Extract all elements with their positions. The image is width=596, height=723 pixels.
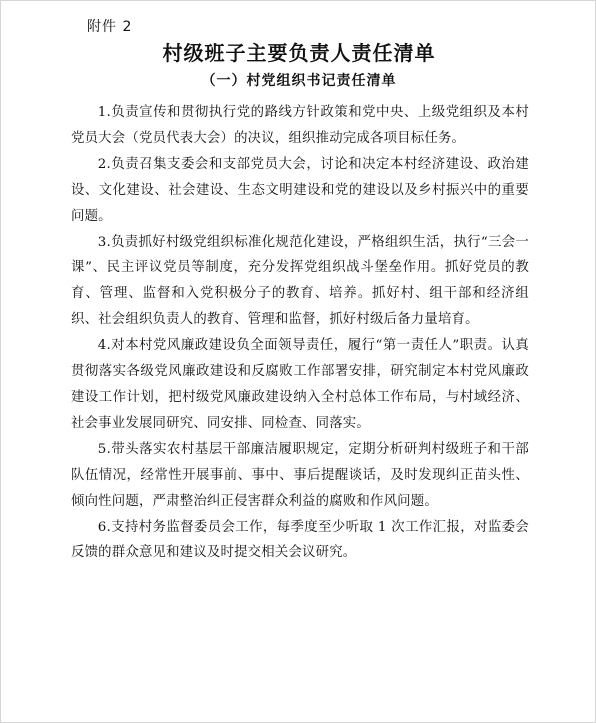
attachment-label: 附件 2 [87, 19, 133, 35]
document-title: 村级班子主要负责人责任清单 [162, 41, 436, 65]
responsibility-item-4: 4.对本村党风廉政建设负全面领导责任，履行“第一责任人”职责。认真贯彻落实各级党风廉政建设和反腐败工作部署安排，研究制定本村党风廉政建设工作计划，把村级党风廉政建设纳入全村总体工作布局，与村域经济、社会事业发展同研究、同安排、同检查、同落实。 [71, 338, 529, 431]
responsibility-item-3: 3.负责抓好村级党组织标准化规范化建设，严格组织生活，执行“三会一课”、民主评议党员等制度，充分发挥党组织战斗堡垒作用。抓好党员的教育、管理、监督和入党积极分子的教育、培养。抓好村、组干部和经济组织、社会组织负责人的教育、管理和监督，抓好村级后备力量培育。 [71, 234, 529, 328]
responsibility-item-1: 1.负责宣传和贯彻执行党的路线方针政策和党中央、上级党组织及本村党员大会（党员代表大会）的决议，组织推动完成各项目标任务。 [71, 105, 529, 146]
responsibility-item-6: 6.支持村务监督委员会工作，每季度至少听取 1 次工作汇报，对监委会反馈的群众意见和建议及时提交相关会议研究。 [71, 519, 529, 561]
responsibility-item-5: 5.带头落实农村基层干部廉洁履职规定，定期分析研判村级班子和干部队伍情况，经常性开展事前、事中、事后提醒谈话，及时发现纠正苗头性、倾向性问题，严肃整治纠正侵害群众利益的腐败和作风问题。 [71, 441, 529, 509]
document-body [71, 100, 529, 566]
section-subtitle: （一）村党组织书记责任清单 [201, 73, 397, 89]
responsibility-item-2: 2.负责召集支委会和支部党员大会，讨论和决定本村经济建设、政治建设、文化建设、社会建设、生态文明建设和党的建设以及乡村振兴中的重要问题。 [71, 156, 529, 224]
